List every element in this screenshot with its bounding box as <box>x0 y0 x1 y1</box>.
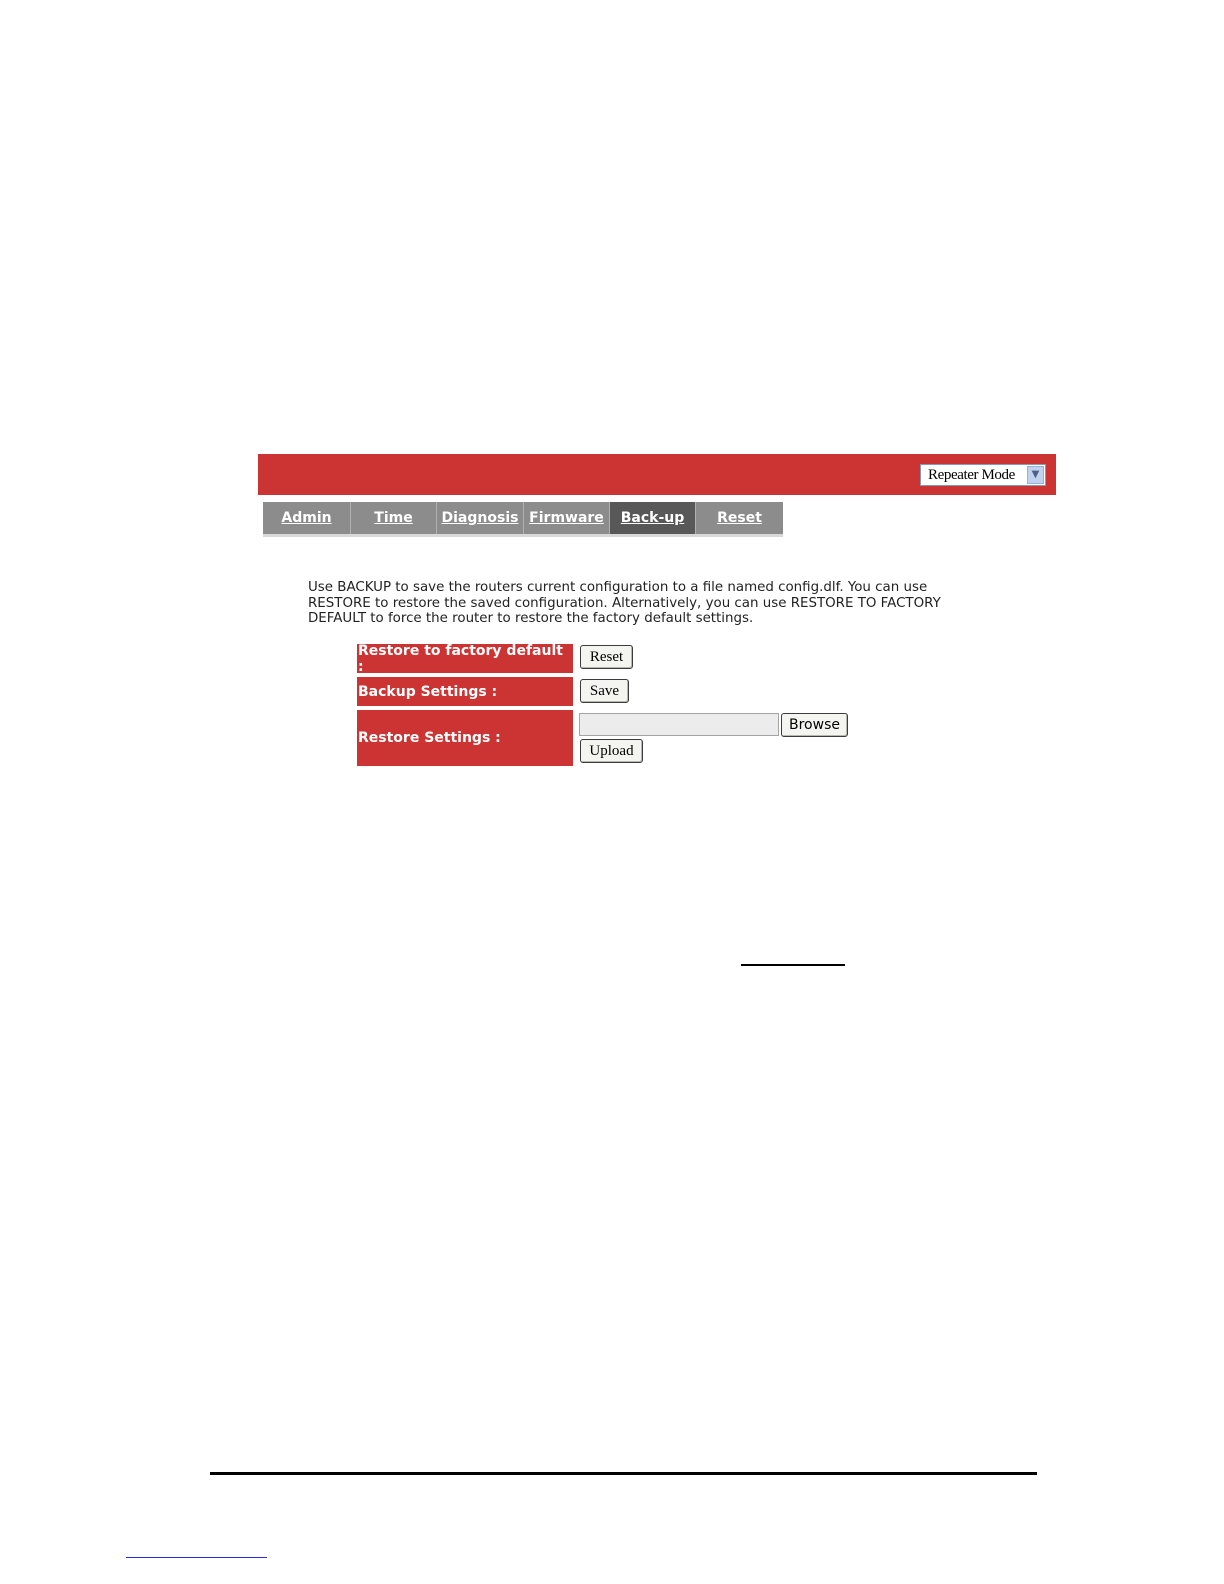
tab-back-up-label[interactable]: Back-up <box>620 510 685 526</box>
reset-button[interactable]: Reset <box>580 645 633 669</box>
description-text <box>308 580 978 627</box>
footer-divider <box>210 1472 1037 1475</box>
backup-settings-label: Backup Settings : <box>357 677 573 706</box>
mode-select-value: Repeater Mode <box>928 467 1015 483</box>
tab-reset-label[interactable]: Reset <box>717 510 762 526</box>
tab-firmware-label[interactable]: Firmware <box>529 510 604 526</box>
tab-time[interactable] <box>351 502 437 534</box>
short-divider <box>741 964 845 966</box>
tab-back-up[interactable] <box>610 502 696 534</box>
tab-admin[interactable] <box>263 502 351 534</box>
upload-button[interactable]: Upload <box>580 739 643 763</box>
restore-file-input[interactable] <box>579 713 779 736</box>
description-line: Use BACKUP to save the routers current configuration to a file named config.dlf. You can use <box>308 580 928 595</box>
tab-admin-label[interactable]: Admin <box>281 510 332 526</box>
browse-button[interactable]: Browse <box>781 713 848 737</box>
header-bar <box>258 454 1056 495</box>
description-line: DEFAULT to force the router to restore the factory default settings. <box>308 611 754 627</box>
tab-bar <box>263 502 783 537</box>
restore-settings-label: Restore Settings : <box>357 710 573 766</box>
chevron-down-icon[interactable]: ▼ <box>1027 466 1044 484</box>
tab-firmware[interactable] <box>524 502 610 534</box>
mode-select[interactable] <box>920 464 1046 486</box>
tab-time-label[interactable]: Time <box>374 510 413 526</box>
footer-link-underline <box>126 1557 267 1558</box>
factory-default-label: Restore to factory default : <box>357 644 573 673</box>
tab-diagnosis[interactable] <box>437 502 524 534</box>
description-line: RESTORE to restore the saved configuration. Alternatively, you can use RESTORE TO FACTORY <box>308 595 941 611</box>
save-button[interactable]: Save <box>580 679 629 703</box>
tab-diagnosis-label[interactable]: Diagnosis <box>441 510 519 526</box>
tab-reset[interactable] <box>696 502 783 534</box>
